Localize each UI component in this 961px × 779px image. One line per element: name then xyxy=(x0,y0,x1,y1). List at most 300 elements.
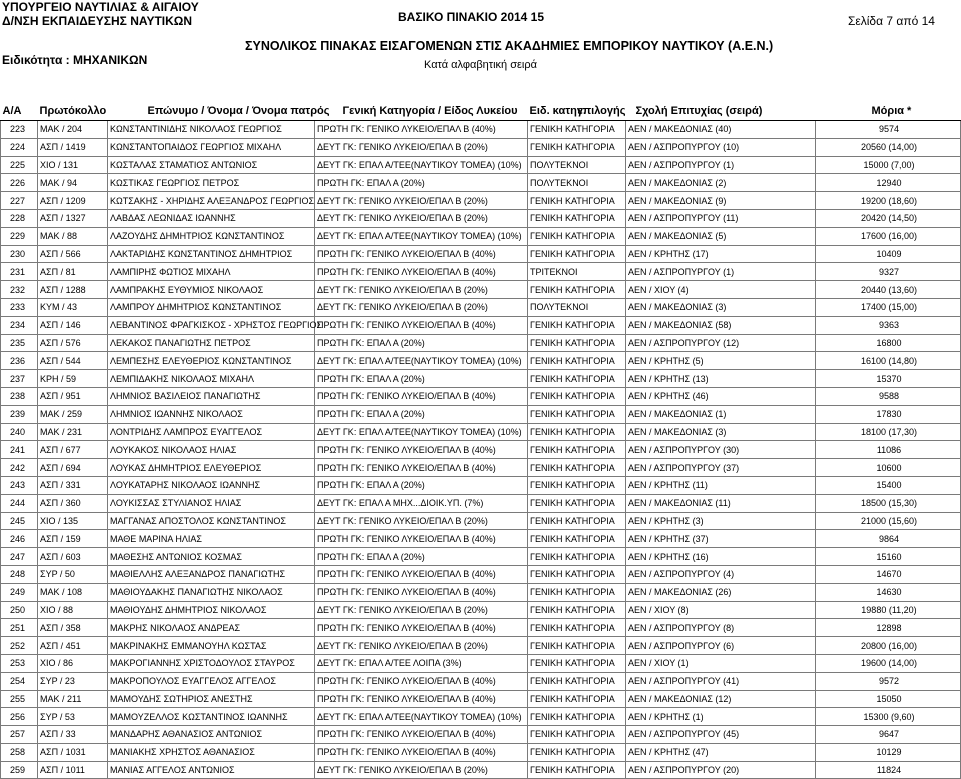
cell-category: ΠΡΩΤΗ ΓΚ: ΓΕΝΙΚΟ ΛΥΚΕΙΟ/ΕΠΑΛ Β (40%) xyxy=(315,690,528,708)
cell-aa: 224 xyxy=(1,138,38,156)
cell-special-category: ΓΕΝΙΚΗ ΚΑΤΗΓΟΡΙΑ xyxy=(528,637,626,655)
cell-aa: 245 xyxy=(1,512,38,530)
cell-points: 9647 xyxy=(816,726,961,744)
table-row xyxy=(1,370,961,388)
cell-special-category: ΓΕΝΙΚΗ ΚΑΤΗΓΟΡΙΑ xyxy=(528,530,626,548)
cell-aa: 259 xyxy=(1,761,38,779)
table-header-row xyxy=(1,102,961,121)
cell-special-category: ΓΕΝΙΚΗ ΚΑΤΗΓΟΡΙΑ xyxy=(528,245,626,263)
cell-aa: 225 xyxy=(1,156,38,174)
cell-points: 9572 xyxy=(816,672,961,690)
cell-school: ΑΕΝ / ΜΑΚΕΔΟΝΙΑΣ (11) xyxy=(626,494,816,512)
cell-category: ΔΕΥΤ ΓΚ: ΕΠΑΛ Α/ΤΕΕ(ΝΑΥΤΙΚΟΥ ΤΟΜΕΑ) (10%) xyxy=(315,227,528,245)
col-header-special-category: Ειδ. κατηγ. xyxy=(528,102,576,121)
cell-school: ΑΕΝ / ΚΡΗΤΗΣ (46) xyxy=(626,387,816,405)
table-row xyxy=(1,690,961,708)
cell-school: ΑΕΝ / ΚΡΗΤΗΣ (47) xyxy=(626,743,816,761)
table-row xyxy=(1,174,961,192)
cell-special-category: ΓΕΝΙΚΗ ΚΑΤΗΓΟΡΙΑ xyxy=(528,654,626,672)
cell-points: 18500 (15,30) xyxy=(816,494,961,512)
cell-points: 11086 xyxy=(816,441,961,459)
cell-category: ΔΕΥΤ ΓΚ: ΓΕΝΙΚΟ ΛΥΚΕΙΟ/ΕΠΑΛ Β (20%) xyxy=(315,192,528,210)
cell-school: ΑΕΝ / ΚΡΗΤΗΣ (17) xyxy=(626,245,816,263)
cell-name: ΛΑΒΔΑΣ ΛΕΩΝΙΔΑΣ ΙΩΑΝΝΗΣ xyxy=(108,209,315,227)
cell-category: ΠΡΩΤΗ ΓΚ: ΕΠΑΛ Α (20%) xyxy=(315,174,528,192)
cell-name: ΛΕΜΠΙΔΑΚΗΣ ΝΙΚΟΛΑΟΣ ΜΙΧΑΗΛ xyxy=(108,370,315,388)
cell-name: ΛΗΜΝΙΟΣ ΙΩΑΝΝΗΣ ΝΙΚΟΛΑΟΣ xyxy=(108,405,315,423)
cell-points: 19200 (18,60) xyxy=(816,192,961,210)
cell-points: 17830 xyxy=(816,405,961,423)
cell-category: ΔΕΥΤ ΓΚ: ΕΠΑΛ Α/ΤΕΕ(ΝΑΥΤΙΚΟΥ ΤΟΜΕΑ) (10%) xyxy=(315,156,528,174)
cell-aa: 253 xyxy=(1,654,38,672)
cell-name: ΛΑΚΤΑΡΙΔΗΣ ΚΩΝΣΤΑΝΤΙΝΟΣ ΔΗΜΗΤΡΙΟΣ xyxy=(108,245,315,263)
cell-name: ΛΟΥΚΑΤΑΡΗΣ ΝΙΚΟΛΑΟΣ ΙΩΑΝΝΗΣ xyxy=(108,476,315,494)
cell-school: ΑΕΝ / ΑΣΠΡΟΠΥΡΓΟΥ (37) xyxy=(626,459,816,477)
cell-school: ΑΕΝ / ΧΙΟΥ (4) xyxy=(626,281,816,299)
cell-school: ΑΕΝ / ΑΣΠΡΟΠΥΡΓΟΥ (20) xyxy=(626,761,816,779)
cell-category: ΔΕΥΤ ΓΚ: ΓΕΝΙΚΟ ΛΥΚΕΙΟ/ΕΠΑΛ Β (20%) xyxy=(315,138,528,156)
cell-school: ΑΕΝ / ΜΑΚΕΔΟΝΙΑΣ (3) xyxy=(626,423,816,441)
admissions-table xyxy=(0,102,961,779)
table-row xyxy=(1,637,961,655)
cell-category: ΔΕΥΤ ΓΚ: ΓΕΝΙΚΟ ΛΥΚΕΙΟ/ΕΠΑΛ Β (20%) xyxy=(315,761,528,779)
table-row xyxy=(1,654,961,672)
cell-aa: 252 xyxy=(1,637,38,655)
table-row xyxy=(1,672,961,690)
cell-special-category: ΓΕΝΙΚΗ ΚΑΤΗΓΟΡΙΑ xyxy=(528,583,626,601)
cell-school: ΑΕΝ / ΚΡΗΤΗΣ (1) xyxy=(626,708,816,726)
cell-category: ΠΡΩΤΗ ΓΚ: ΕΠΑΛ Α (20%) xyxy=(315,334,528,352)
cell-aa: 233 xyxy=(1,298,38,316)
cell-name: ΛΑΜΠΡΟΥ ΔΗΜΗΤΡΙΟΣ ΚΩΝΣΤΑΝΤΙΝΟΣ xyxy=(108,298,315,316)
table-row xyxy=(1,138,961,156)
cell-aa: 249 xyxy=(1,583,38,601)
cell-category: ΠΡΩΤΗ ΓΚ: ΓΕΝΙΚΟ ΛΥΚΕΙΟ/ΕΠΑΛ Β (40%) xyxy=(315,441,528,459)
cell-special-category: ΓΕΝΙΚΗ ΚΑΤΗΓΟΡΙΑ xyxy=(528,192,626,210)
cell-points: 20420 (14,50) xyxy=(816,209,961,227)
cell-special-category: ΠΟΛΥΤΕΚΝΟΙ xyxy=(528,174,626,192)
cell-category: ΠΡΩΤΗ ΓΚ: ΕΠΑΛ Α (20%) xyxy=(315,548,528,566)
cell-name: ΜΑΚΡΙΝΑΚΗΣ ΕΜΜΑΝΟΥΗΛ ΚΩΣΤΑΣ xyxy=(108,637,315,655)
ministry-name: ΥΠΟΥΡΓΕΙΟ ΝΑΥΤΙΛΙΑΣ & ΑΙΓΑΙΟΥ xyxy=(2,0,199,14)
cell-special-category: ΓΕΝΙΚΗ ΚΑΤΗΓΟΡΙΑ xyxy=(528,548,626,566)
cell-school: ΑΕΝ / ΜΑΚΕΔΟΝΙΑΣ (26) xyxy=(626,583,816,601)
cell-points: 17600 (16,00) xyxy=(816,227,961,245)
table-row xyxy=(1,156,961,174)
cell-protocol: ΑΣΠ / 331 xyxy=(38,476,108,494)
table-row xyxy=(1,565,961,583)
cell-special-category: ΠΟΛΥΤΕΚΝΟΙ xyxy=(528,298,626,316)
cell-points: 15160 xyxy=(816,548,961,566)
cell-special-category: ΓΕΝΙΚΗ ΚΑΤΗΓΟΡΙΑ xyxy=(528,423,626,441)
cell-name: ΛΟΥΚΑΚΟΣ ΝΙΚΟΛΑΟΣ ΗΛΙΑΣ xyxy=(108,441,315,459)
cell-special-category: ΓΕΝΙΚΗ ΚΑΤΗΓΟΡΙΑ xyxy=(528,459,626,477)
cell-aa: 258 xyxy=(1,743,38,761)
table-row xyxy=(1,476,961,494)
cell-protocol: ΜΑΚ / 94 xyxy=(38,174,108,192)
cell-school: ΑΕΝ / ΑΣΠΡΟΠΥΡΓΟΥ (10) xyxy=(626,138,816,156)
cell-special-category: ΤΡΙΤΕΚΝΟΙ xyxy=(528,263,626,281)
cell-points: 10600 xyxy=(816,459,961,477)
cell-category: ΠΡΩΤΗ ΓΚ: ΓΕΝΙΚΟ ΛΥΚΕΙΟ/ΕΠΑΛ Β (40%) xyxy=(315,263,528,281)
cell-special-category: ΓΕΝΙΚΗ ΚΑΤΗΓΟΡΙΑ xyxy=(528,370,626,388)
cell-protocol: ΑΣΠ / 451 xyxy=(38,637,108,655)
table-subtitle: ΣΥΝΟΛΙΚΟΣ ΠΙΝΑΚΑΣ ΕΙΣΑΓΟΜΕΝΩΝ ΣΤΙΣ ΑΚΑΔΗΜΙΕΣ ΕΜΠΟΡΙΚΟΥ ΝΑΥΤΙΚΟΥ (Α.Ε.Ν.) xyxy=(245,39,774,53)
cell-category: ΠΡΩΤΗ ΓΚ: ΓΕΝΙΚΟ ΛΥΚΕΙΟ/ΕΠΑΛ Β (40%) xyxy=(315,530,528,548)
cell-category: ΠΡΩΤΗ ΓΚ: ΓΕΝΙΚΟ ΛΥΚΕΙΟ/ΕΠΑΛ Β (40%) xyxy=(315,743,528,761)
cell-school: ΑΕΝ / ΑΣΠΡΟΠΥΡΓΟΥ (1) xyxy=(626,156,816,174)
cell-aa: 243 xyxy=(1,476,38,494)
cell-points: 15300 (9,60) xyxy=(816,708,961,726)
cell-protocol: ΑΣΠ / 544 xyxy=(38,352,108,370)
cell-protocol: ΑΣΠ / 159 xyxy=(38,530,108,548)
cell-special-category: ΓΕΝΙΚΗ ΚΑΤΗΓΟΡΙΑ xyxy=(528,601,626,619)
cell-category: ΔΕΥΤ ΓΚ: ΓΕΝΙΚΟ ΛΥΚΕΙΟ/ΕΠΑΛ Β (20%) xyxy=(315,601,528,619)
cell-name: ΜΑΚΡΟΓΙΑΝΝΗΣ ΧΡΙΣΤΟΔΟΥΛΟΣ ΣΤΑΥΡΟΣ xyxy=(108,654,315,672)
cell-points: 15370 xyxy=(816,370,961,388)
cell-special-category: ΓΕΝΙΚΗ ΚΑΤΗΓΟΡΙΑ xyxy=(528,726,626,744)
cell-protocol: ΜΑΚ / 259 xyxy=(38,405,108,423)
cell-school: ΑΕΝ / ΑΣΠΡΟΠΥΡΓΟΥ (41) xyxy=(626,672,816,690)
cell-protocol: ΑΣΠ / 81 xyxy=(38,263,108,281)
cell-aa: 231 xyxy=(1,263,38,281)
cell-name: ΚΩΣΤΙΚΑΣ ΓΕΩΡΓΙΟΣ ΠΕΤΡΟΣ xyxy=(108,174,315,192)
cell-name: ΜΑΘΙΕΛΛΗΣ ΑΛΕΞΑΝΔΡΟΣ ΠΑΝΑΓΙΩΤΗΣ xyxy=(108,565,315,583)
cell-points: 19600 (14,00) xyxy=(816,654,961,672)
cell-aa: 250 xyxy=(1,601,38,619)
table-row xyxy=(1,601,961,619)
cell-protocol: ΑΣΠ / 360 xyxy=(38,494,108,512)
cell-category: ΔΕΥΤ ΓΚ: ΕΠΑΛ Α/ΤΕΕ(ΝΑΥΤΙΚΟΥ ΤΟΜΕΑ) (10%) xyxy=(315,423,528,441)
table-row xyxy=(1,459,961,477)
col-header-aa: Α/Α xyxy=(1,102,38,121)
cell-points: 12940 xyxy=(816,174,961,192)
cell-protocol: ΜΑΚ / 204 xyxy=(38,121,108,139)
col-header-category: Γενική Κατηγορία / Είδος Λυκείου xyxy=(315,102,528,121)
cell-name: ΜΑΝΙΑΣ ΑΓΓΕΛΟΣ ΑΝΤΩΝΙΟΣ xyxy=(108,761,315,779)
cell-name: ΛΑΜΠΙΡΗΣ ΦΩΤΙΟΣ ΜΙΧΑΗΛ xyxy=(108,263,315,281)
cell-aa: 232 xyxy=(1,281,38,299)
cell-school: ΑΕΝ / ΧΙΟΥ (8) xyxy=(626,601,816,619)
col-header-points: Μόρια * xyxy=(816,102,961,121)
cell-category: ΔΕΥΤ ΓΚ: ΓΕΝΙΚΟ ΛΥΚΕΙΟ/ΕΠΑΛ Β (20%) xyxy=(315,209,528,227)
cell-school: ΑΕΝ / ΚΡΗΤΗΣ (5) xyxy=(626,352,816,370)
cell-category: ΔΕΥΤ ΓΚ: ΓΕΝΙΚΟ ΛΥΚΕΙΟ/ΕΠΑΛ Β (20%) xyxy=(315,512,528,530)
cell-school: ΑΕΝ / ΑΣΠΡΟΠΥΡΓΟΥ (4) xyxy=(626,565,816,583)
cell-points: 9327 xyxy=(816,263,961,281)
cell-name: ΚΩΤΣΑΚΗΣ - ΧΗΡΙΔΗΣ ΑΛΕΞΑΝΔΡΟΣ ΓΕΩΡΓΙΟΣ xyxy=(108,192,315,210)
cell-category: ΠΡΩΤΗ ΓΚ: ΓΕΝΙΚΟ ΛΥΚΕΙΟ/ΕΠΑΛ Β (40%) xyxy=(315,459,528,477)
cell-points: 11824 xyxy=(816,761,961,779)
cell-aa: 234 xyxy=(1,316,38,334)
table-row xyxy=(1,387,961,405)
cell-protocol: ΧΙΟ / 88 xyxy=(38,601,108,619)
cell-special-category: ΓΕΝΙΚΗ ΚΑΤΗΓΟΡΙΑ xyxy=(528,387,626,405)
cell-points: 9363 xyxy=(816,316,961,334)
cell-special-category: ΓΕΝΙΚΗ ΚΑΤΗΓΟΡΙΑ xyxy=(528,405,626,423)
cell-protocol: ΜΑΚ / 231 xyxy=(38,423,108,441)
cell-school: ΑΕΝ / ΑΣΠΡΟΠΥΡΓΟΥ (30) xyxy=(626,441,816,459)
cell-protocol: ΜΑΚ / 88 xyxy=(38,227,108,245)
cell-school: ΑΕΝ / ΚΡΗΤΗΣ (16) xyxy=(626,548,816,566)
cell-points: 17400 (15,00) xyxy=(816,298,961,316)
cell-protocol: ΜΑΚ / 211 xyxy=(38,690,108,708)
cell-category: ΠΡΩΤΗ ΓΚ: ΓΕΝΙΚΟ ΛΥΚΕΙΟ/ΕΠΑΛ Β (40%) xyxy=(315,245,528,263)
cell-protocol: ΑΣΠ / 603 xyxy=(38,548,108,566)
table-row xyxy=(1,263,961,281)
table-row xyxy=(1,441,961,459)
cell-aa: 229 xyxy=(1,227,38,245)
cell-name: ΛΑΜΠΡΑΚΗΣ ΕΥΘΥΜΙΟΣ ΝΙΚΟΛΑΟΣ xyxy=(108,281,315,299)
cell-aa: 244 xyxy=(1,494,38,512)
directorate-name: Δ/ΝΣΗ ΕΚΠΑΙΔΕΥΣΗΣ ΝΑΥΤΙΚΩΝ xyxy=(2,14,193,28)
cell-protocol: ΑΣΠ / 576 xyxy=(38,334,108,352)
cell-school: ΑΕΝ / ΚΡΗΤΗΣ (13) xyxy=(626,370,816,388)
table-row xyxy=(1,281,961,299)
cell-points: 12898 xyxy=(816,619,961,637)
cell-school: ΑΕΝ / ΑΣΠΡΟΠΥΡΓΟΥ (1) xyxy=(626,263,816,281)
cell-name: ΛΗΜΝΙΟΣ ΒΑΣΙΛΕΙΟΣ ΠΑΝΑΓΙΩΤΗΣ xyxy=(108,387,315,405)
cell-protocol: ΑΣΠ / 1288 xyxy=(38,281,108,299)
cell-category: ΔΕΥΤ ΓΚ: ΓΕΝΙΚΟ ΛΥΚΕΙΟ/ΕΠΑΛ Β (20%) xyxy=(315,281,528,299)
cell-aa: 248 xyxy=(1,565,38,583)
table-row xyxy=(1,298,961,316)
cell-special-category: ΓΕΝΙΚΗ ΚΑΤΗΓΟΡΙΑ xyxy=(528,512,626,530)
cell-school: ΑΕΝ / ΜΑΚΕΔΟΝΙΑΣ (40) xyxy=(626,121,816,139)
cell-points: 20800 (16,00) xyxy=(816,637,961,655)
cell-name: ΜΑΘΕΣΗΣ ΑΝΤΩΝΙΟΣ ΚΟΣΜΑΣ xyxy=(108,548,315,566)
cell-category: ΔΕΥΤ ΓΚ: ΕΠΑΛ Α ΜΗΧ...ΔΙΟΙΚ.ΥΠ. (7%) xyxy=(315,494,528,512)
cell-points: 16800 xyxy=(816,334,961,352)
cell-protocol: ΚΡΗ / 59 xyxy=(38,370,108,388)
cell-special-category: ΓΕΝΙΚΗ ΚΑΤΗΓΟΡΙΑ xyxy=(528,690,626,708)
cell-name: ΜΑΜΟΥΔΗΣ ΣΩΤΗΡΙΟΣ ΑΝΕΣΤΗΣ xyxy=(108,690,315,708)
cell-points: 10409 xyxy=(816,245,961,263)
cell-points: 19880 (11,20) xyxy=(816,601,961,619)
cell-special-category: ΓΕΝΙΚΗ ΚΑΤΗΓΟΡΙΑ xyxy=(528,352,626,370)
cell-category: ΠΡΩΤΗ ΓΚ: ΓΕΝΙΚΟ ΛΥΚΕΙΟ/ΕΠΑΛ Β (40%) xyxy=(315,387,528,405)
cell-special-category: ΓΕΝΙΚΗ ΚΑΤΗΓΟΡΙΑ xyxy=(528,441,626,459)
cell-special-category: ΓΕΝΙΚΗ ΚΑΤΗΓΟΡΙΑ xyxy=(528,209,626,227)
cell-points: 9864 xyxy=(816,530,961,548)
cell-name: ΛΕΚΑΚΟΣ ΠΑΝΑΓΙΩΤΗΣ ΠΕΤΡΟΣ xyxy=(108,334,315,352)
cell-name: ΛΟΥΚΑΣ ΔΗΜΗΤΡΙΟΣ ΕΛΕΥΘΕΡΙΟΣ xyxy=(108,459,315,477)
cell-school: ΑΕΝ / ΜΑΚΕΔΟΝΙΑΣ (9) xyxy=(626,192,816,210)
cell-protocol: ΚΥΜ / 43 xyxy=(38,298,108,316)
cell-protocol: ΑΣΠ / 1327 xyxy=(38,209,108,227)
cell-school: ΑΕΝ / ΑΣΠΡΟΠΥΡΓΟΥ (11) xyxy=(626,209,816,227)
cell-protocol: ΑΣΠ / 33 xyxy=(38,726,108,744)
table-row xyxy=(1,334,961,352)
cell-protocol: ΣΥΡ / 53 xyxy=(38,708,108,726)
cell-special-category: ΓΕΝΙΚΗ ΚΑΤΗΓΟΡΙΑ xyxy=(528,565,626,583)
cell-protocol: ΑΣΠ / 358 xyxy=(38,619,108,637)
cell-name: ΜΑΚΡΟΠΟΥΛΟΣ ΕΥΑΓΓΕΛΟΣ ΑΓΓΕΛΟΣ xyxy=(108,672,315,690)
table-row xyxy=(1,583,961,601)
cell-points: 9574 xyxy=(816,121,961,139)
table-row xyxy=(1,530,961,548)
table-row xyxy=(1,512,961,530)
cell-category: ΠΡΩΤΗ ΓΚ: ΕΠΑΛ Α (20%) xyxy=(315,370,528,388)
cell-special-category: ΓΕΝΙΚΗ ΚΑΤΗΓΟΡΙΑ xyxy=(528,708,626,726)
cell-protocol: ΜΑΚ / 108 xyxy=(38,583,108,601)
cell-name: ΛΑΖΟΥΔΗΣ ΔΗΜΗΤΡΙΟΣ ΚΩΝΣΤΑΝΤΙΝΟΣ xyxy=(108,227,315,245)
cell-category: ΠΡΩΤΗ ΓΚ: ΓΕΝΙΚΟ ΛΥΚΕΙΟ/ΕΠΑΛ Β (40%) xyxy=(315,583,528,601)
cell-category: ΠΡΩΤΗ ΓΚ: ΓΕΝΙΚΟ ΛΥΚΕΙΟ/ΕΠΑΛ Β (40%) xyxy=(315,619,528,637)
col-header-school: Σχολή Επιτυχίας (σειρά) xyxy=(626,102,816,121)
cell-aa: 223 xyxy=(1,121,38,139)
cell-points: 14670 xyxy=(816,565,961,583)
cell-protocol: ΧΙΟ / 86 xyxy=(38,654,108,672)
table-row xyxy=(1,316,961,334)
cell-category: ΠΡΩΤΗ ΓΚ: ΓΕΝΙΚΟ ΛΥΚΕΙΟ/ΕΠΑΛ Β (40%) xyxy=(315,565,528,583)
cell-category: ΠΡΩΤΗ ΓΚ: ΓΕΝΙΚΟ ΛΥΚΕΙΟ/ΕΠΑΛ Β (40%) xyxy=(315,726,528,744)
cell-aa: 247 xyxy=(1,548,38,566)
table-row xyxy=(1,743,961,761)
cell-school: ΑΕΝ / ΜΑΚΕΔΟΝΙΑΣ (3) xyxy=(626,298,816,316)
table-row xyxy=(1,352,961,370)
cell-special-category: ΓΕΝΙΚΗ ΚΑΤΗΓΟΡΙΑ xyxy=(528,619,626,637)
table-row xyxy=(1,405,961,423)
cell-protocol: ΧΙΟ / 135 xyxy=(38,512,108,530)
cell-aa: 226 xyxy=(1,174,38,192)
specialty-label: Ειδικότητα : ΜΗΧΑΝΙΚΩΝ xyxy=(2,53,148,67)
cell-special-category: ΓΕΝΙΚΗ ΚΑΤΗΓΟΡΙΑ xyxy=(528,281,626,299)
cell-protocol: ΑΣΠ / 694 xyxy=(38,459,108,477)
cell-points: 16100 (14,80) xyxy=(816,352,961,370)
cell-name: ΚΩΝΣΤΑΝΤΟΠΑΙΔΟΣ ΓΕΩΡΓΙΟΣ ΜΙΧΑΗΛ xyxy=(108,138,315,156)
cell-name: ΚΩΝΣΤΑΝΤΙΝΙΔΗΣ ΝΙΚΟΛΑΟΣ ΓΕΩΡΓΙΟΣ xyxy=(108,121,315,139)
col-header-selection: επιλογής xyxy=(576,102,626,121)
cell-points: 10129 xyxy=(816,743,961,761)
cell-protocol: ΑΣΠ / 146 xyxy=(38,316,108,334)
cell-special-category: ΓΕΝΙΚΗ ΚΑΤΗΓΟΡΙΑ xyxy=(528,672,626,690)
cell-aa: 251 xyxy=(1,619,38,637)
cell-protocol: ΣΥΡ / 50 xyxy=(38,565,108,583)
cell-name: ΜΑΜΟΥΖΕΛΛΟΣ ΚΩΣΤΑΝΤΙΝΟΣ ΙΩΑΝΝΗΣ xyxy=(108,708,315,726)
cell-points: 20440 (13,60) xyxy=(816,281,961,299)
cell-aa: 238 xyxy=(1,387,38,405)
cell-aa: 246 xyxy=(1,530,38,548)
table-row xyxy=(1,494,961,512)
table-row xyxy=(1,192,961,210)
cell-school: ΑΕΝ / ΑΣΠΡΟΠΥΡΓΟΥ (45) xyxy=(626,726,816,744)
cell-name: ΜΑΘΕ ΜΑΡΙΝΑ ΗΛΙΑΣ xyxy=(108,530,315,548)
table-row xyxy=(1,227,961,245)
cell-points: 14630 xyxy=(816,583,961,601)
cell-name: ΚΩΣΤΑΛΑΣ ΣΤΑΜΑΤΙΟΣ ΑΝΤΩΝΙΟΣ xyxy=(108,156,315,174)
cell-protocol: ΑΣΠ / 1011 xyxy=(38,761,108,779)
cell-points: 15400 xyxy=(816,476,961,494)
cell-name: ΜΑΝΔΑΡΗΣ ΑΘΑΝΑΣΙΟΣ ΑΝΤΩΝΙΟΣ xyxy=(108,726,315,744)
cell-name: ΛΟΝΤΡΙΔΗΣ ΛΑΜΠΡΟΣ ΕΥΑΓΓΕΛΟΣ xyxy=(108,423,315,441)
cell-category: ΔΕΥΤ ΓΚ: ΕΠΑΛ Α/ΤΕΕ ΛΟΙΠΑ (3%) xyxy=(315,654,528,672)
cell-category: ΔΕΥΤ ΓΚ: ΓΕΝΙΚΟ ΛΥΚΕΙΟ/ΕΠΑΛ Β (20%) xyxy=(315,298,528,316)
cell-points: 20560 (14,00) xyxy=(816,138,961,156)
cell-school: ΑΕΝ / ΚΡΗΤΗΣ (11) xyxy=(626,476,816,494)
cell-school: ΑΕΝ / ΑΣΠΡΟΠΥΡΓΟΥ (6) xyxy=(626,637,816,655)
table-row xyxy=(1,548,961,566)
cell-protocol: ΑΣΠ / 1209 xyxy=(38,192,108,210)
table-row xyxy=(1,423,961,441)
cell-aa: 228 xyxy=(1,209,38,227)
cell-name: ΜΑΘΙΟΥΔΑΚΗΣ ΠΑΝΑΓΙΩΤΗΣ ΝΙΚΟΛΑΟΣ xyxy=(108,583,315,601)
cell-aa: 236 xyxy=(1,352,38,370)
cell-points: 21000 (15,60) xyxy=(816,512,961,530)
cell-special-category: ΓΕΝΙΚΗ ΚΑΤΗΓΟΡΙΑ xyxy=(528,761,626,779)
col-header-name: Επώνυμο / Όνομα / Όνομα πατρός xyxy=(108,102,315,121)
cell-school: ΑΕΝ / ΜΑΚΕΔΟΝΙΑΣ (2) xyxy=(626,174,816,192)
cell-aa: 241 xyxy=(1,441,38,459)
cell-school: ΑΕΝ / ΚΡΗΤΗΣ (37) xyxy=(626,530,816,548)
cell-category: ΠΡΩΤΗ ΓΚ: ΕΠΑΛ Α (20%) xyxy=(315,476,528,494)
cell-name: ΜΑΓΓΑΝΑΣ ΑΠΟΣΤΟΛΟΣ ΚΩΝΣΤΑΝΤΙΝΟΣ xyxy=(108,512,315,530)
cell-special-category: ΓΕΝΙΚΗ ΚΑΤΗΓΟΡΙΑ xyxy=(528,138,626,156)
cell-school: ΑΕΝ / ΧΙΟΥ (1) xyxy=(626,654,816,672)
table-row xyxy=(1,209,961,227)
cell-name: ΛΟΥΚΙΣΣΑΣ ΣΤΥΛΙΑΝΟΣ ΗΛΙΑΣ xyxy=(108,494,315,512)
sort-order-label: Κατά αλφαβητική σειρά xyxy=(424,59,537,71)
table-row xyxy=(1,245,961,263)
cell-category: ΠΡΩΤΗ ΓΚ: ΓΕΝΙΚΟ ΛΥΚΕΙΟ/ΕΠΑΛ Β (40%) xyxy=(315,672,528,690)
cell-protocol: ΑΣΠ / 1031 xyxy=(38,743,108,761)
cell-points: 15050 xyxy=(816,690,961,708)
cell-name: ΛΕΒΑΝΤΙΝΟΣ ΦΡΑΓΚΙΣΚΟΣ - ΧΡΗΣΤΟΣ ΓΕΩΡΓΙΟΣ xyxy=(108,316,315,334)
table-row xyxy=(1,619,961,637)
cell-aa: 237 xyxy=(1,370,38,388)
cell-school: ΑΕΝ / ΚΡΗΤΗΣ (3) xyxy=(626,512,816,530)
table-row xyxy=(1,726,961,744)
table-row xyxy=(1,708,961,726)
cell-special-category: ΓΕΝΙΚΗ ΚΑΤΗΓΟΡΙΑ xyxy=(528,121,626,139)
cell-protocol: ΑΣΠ / 1419 xyxy=(38,138,108,156)
cell-aa: 239 xyxy=(1,405,38,423)
cell-aa: 230 xyxy=(1,245,38,263)
cell-aa: 235 xyxy=(1,334,38,352)
cell-aa: 254 xyxy=(1,672,38,690)
cell-aa: 240 xyxy=(1,423,38,441)
cell-aa: 255 xyxy=(1,690,38,708)
cell-points: 9588 xyxy=(816,387,961,405)
cell-category: ΔΕΥΤ ΓΚ: ΕΠΑΛ Α/ΤΕΕ(ΝΑΥΤΙΚΟΥ ΤΟΜΕΑ) (10%) xyxy=(315,352,528,370)
cell-protocol: ΑΣΠ / 951 xyxy=(38,387,108,405)
cell-aa: 242 xyxy=(1,459,38,477)
cell-special-category: ΓΕΝΙΚΗ ΚΑΤΗΓΟΡΙΑ xyxy=(528,494,626,512)
cell-aa: 256 xyxy=(1,708,38,726)
cell-name: ΛΕΜΠΕΣΗΣ ΕΛΕΥΘΕΡΙΟΣ ΚΩΝΣΤΑΝΤΙΝΟΣ xyxy=(108,352,315,370)
cell-name: ΜΑΝΙΑΚΗΣ ΧΡΗΣΤΟΣ ΑΘΑΝΑΣΙΟΣ xyxy=(108,743,315,761)
cell-protocol: ΣΥΡ / 23 xyxy=(38,672,108,690)
cell-school: ΑΕΝ / ΑΣΠΡΟΠΥΡΓΟΥ (12) xyxy=(626,334,816,352)
table-row xyxy=(1,121,961,139)
cell-school: ΑΕΝ / ΜΑΚΕΔΟΝΙΑΣ (1) xyxy=(626,405,816,423)
cell-special-category: ΓΕΝΙΚΗ ΚΑΤΗΓΟΡΙΑ xyxy=(528,743,626,761)
cell-special-category: ΓΕΝΙΚΗ ΚΑΤΗΓΟΡΙΑ xyxy=(528,476,626,494)
table-row xyxy=(1,761,961,779)
cell-protocol: ΑΣΠ / 677 xyxy=(38,441,108,459)
cell-protocol: ΧΙΟ / 131 xyxy=(38,156,108,174)
cell-name: ΜΑΘΙΟΥΔΗΣ ΔΗΜΗΤΡΙΟΣ ΝΙΚΟΛΑΟΣ xyxy=(108,601,315,619)
cell-special-category: ΓΕΝΙΚΗ ΚΑΤΗΓΟΡΙΑ xyxy=(528,316,626,334)
cell-school: ΑΕΝ / ΜΑΚΕΔΟΝΙΑΣ (5) xyxy=(626,227,816,245)
page-indicator: Σελίδα 7 από 14 xyxy=(848,14,935,28)
cell-special-category: ΓΕΝΙΚΗ ΚΑΤΗΓΟΡΙΑ xyxy=(528,334,626,352)
cell-points: 15000 (7,00) xyxy=(816,156,961,174)
cell-name: ΜΑΚΡΗΣ ΝΙΚΟΛΑΟΣ ΑΝΔΡΕΑΣ xyxy=(108,619,315,637)
cell-aa: 227 xyxy=(1,192,38,210)
cell-points: 18100 (17,30) xyxy=(816,423,961,441)
cell-aa: 257 xyxy=(1,726,38,744)
